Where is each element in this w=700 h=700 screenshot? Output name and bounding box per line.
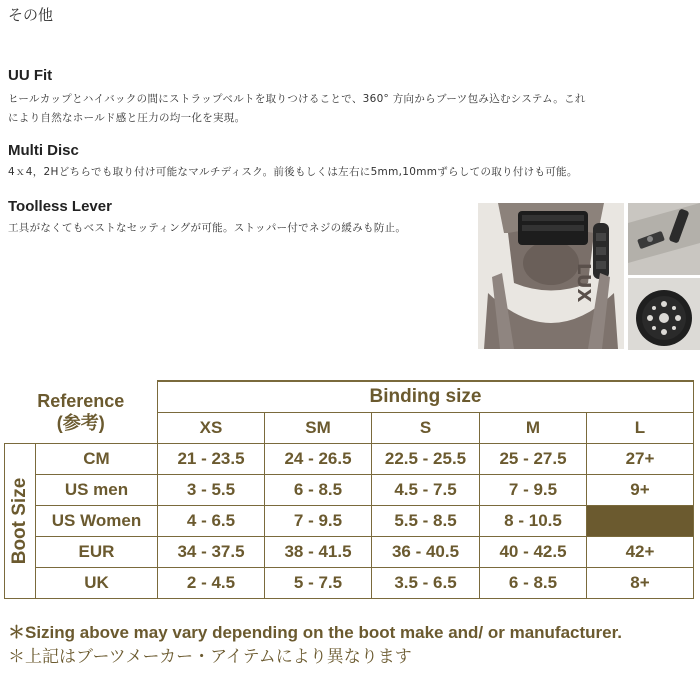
feature-title-multi-disc: Multi Disc (8, 142, 79, 159)
table-cell: 8 - 10.5 (480, 506, 587, 537)
table-cell: 24 - 26.5 (265, 444, 372, 475)
table-cell: 4 - 6.5 (158, 506, 265, 537)
binding-lever-photo (478, 203, 624, 349)
row-label: US men (36, 475, 158, 506)
table-cell: 42+ (587, 537, 694, 568)
column-header: M (480, 413, 587, 444)
footnote-jp: ＊上記はブーツメーカー・アイテムにより異なります (8, 647, 412, 667)
boot-size-label: Boot Size (9, 477, 30, 565)
table-row (5, 444, 694, 475)
multi-disc-photo (628, 278, 700, 350)
table-cell: 2 - 4.5 (158, 568, 265, 599)
reference-label: Reference (37, 391, 125, 411)
table-cell: 40 - 42.5 (480, 537, 587, 568)
feature-title-toolless-lever: Toolless Lever (8, 198, 112, 215)
table-cell: 8+ (587, 568, 694, 599)
table-cell: 5 - 7.5 (265, 568, 372, 599)
column-header: S (372, 413, 480, 444)
table-cell: 6 - 8.5 (265, 475, 372, 506)
table-cell: 7 - 9.5 (265, 506, 372, 537)
strap-detail-photo (628, 203, 700, 275)
table-cell: 9+ (587, 475, 694, 506)
reference-sub-label: (参考) (56, 413, 105, 433)
table-cell: 36 - 40.5 (372, 537, 480, 568)
table-cell: 22.5 - 25.5 (372, 444, 480, 475)
column-header: XS (158, 413, 265, 444)
table-header-row-binding (5, 381, 694, 413)
table-cell: 3.5 - 6.5 (372, 568, 480, 599)
feature-desc-toolless-lever: 工具がなくてもベストなセッティングが可能。ストッパー付でネジの緩みも防止。 (8, 222, 407, 234)
column-header: SM (265, 413, 372, 444)
table-cell: 25 - 27.5 (480, 444, 587, 475)
table-cell: 6 - 8.5 (480, 568, 587, 599)
column-header: L (587, 413, 694, 444)
table-cell: 21 - 23.5 (158, 444, 265, 475)
table-row (5, 537, 694, 568)
binding-size-header: Binding size (158, 381, 694, 413)
table-row (5, 568, 694, 599)
table-cell: 5.5 - 8.5 (372, 506, 480, 537)
boot-size-header (5, 444, 36, 599)
table-row (5, 506, 694, 537)
footnote-en: ＊Sizing above may vary depending on the boot make and/ or manufacturer. (8, 623, 623, 642)
row-label: CM (36, 444, 158, 475)
row-label: US Women (36, 506, 158, 537)
page-heading: その他 (8, 6, 54, 24)
feature-desc-line: ヒールカップとハイバックの間にストラップベルトを取りつけることで、360° 方向からブーツ包み込むシステム。これ (8, 93, 586, 105)
table-row (5, 475, 694, 506)
row-label: UK (36, 568, 158, 599)
not-available-cell (587, 506, 694, 537)
table-cell: 4.5 - 7.5 (372, 475, 480, 506)
feature-desc-line: により自然なホールド感と圧力の均一化を実現。 (8, 112, 246, 124)
feature-desc-uu-fit (8, 90, 586, 128)
table-cell: 27+ (587, 444, 694, 475)
feature-desc-multi-disc: 4ｘ4，2Hどちらでも取り付け可能なマルチディスク。前後もしくは左右に5mm,10mmずらしての取り付けも可能。 (8, 166, 578, 178)
table-cell: 38 - 41.5 (265, 537, 372, 568)
row-label: EUR (36, 537, 158, 568)
table-cell: 3 - 5.5 (158, 475, 265, 506)
reference-header (5, 381, 158, 444)
svg-text:LUX: LUX (573, 263, 594, 303)
feature-title-uu-fit: UU Fit (8, 67, 53, 84)
size-chart-table (4, 380, 694, 599)
table-cell: 34 - 37.5 (158, 537, 265, 568)
table-cell: 7 - 9.5 (480, 475, 587, 506)
